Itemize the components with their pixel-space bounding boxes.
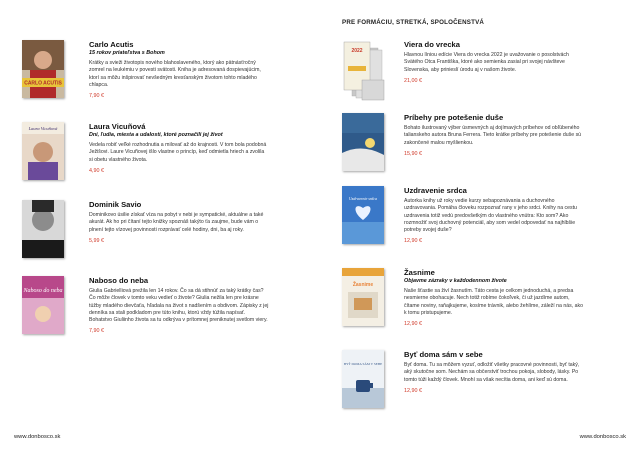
book-cover-dominik-savio[interactable] [22,200,64,258]
book-description: Autorka knihy už roky vedie kurzy sebapoznávania a duchovného uzdravovania. Pomáha človeku rozpoznať rany v jeho srdci. Knihy na cestu uzdravenia totiž vedú predovšetkým do vlastného vnútra: Kto som? Ako rozmnožiť svoj duchovný potenciál, aby som vedel odpovedať na najhlbšie potreby svojej duše? [404,198,577,234]
book-cover-carlo-acutis[interactable] [22,40,64,98]
book-price: 7,90 € [89,328,104,335]
book-title: Príbehy pre potešenie duše [404,113,504,122]
cover-text: CARLO ACUTIS [24,80,62,87]
book-cover-naboso-do-neba[interactable] [22,276,64,334]
book-price: 12,90 € [404,387,422,394]
book-description: Dominikovo úsilie získať víza na pobyt v nebi je sympatické, aktuálne a také akurát. Ak ho pri čítaní tejto knižky spoznáš takýto ťa zaujme, bude vám o plnení tejto vízovej povinnosti rozprávať celé hodiny, dni, ba aj roky. [89,212,264,233]
cover-text: Uzdravenie srdca [348,196,378,201]
book-description: Hlavnou líniou edície Viera do vrecka 2022 je uvažovanie o posolstvách Svätého Otca Františka, ktoré ako semienka zasial pri svojej návšteve Slovenska, aby prinieslí úrodu aj v našom živote. [404,52,569,73]
book-price: 12,90 € [404,321,422,328]
book-cover-byt-doma-sam-v-sebe[interactable] [342,350,384,408]
book-title: Dominik Savio [89,200,142,209]
book-title: Viera do vrecka [404,40,461,49]
book-price: 7,90 € [89,93,104,100]
book-cover-zasnime[interactable] [342,268,384,326]
book-title: Byť doma sám v sebe [404,350,483,359]
book-price: 15,90 € [404,150,422,157]
book-subtitle: Dni, ľudia, miesta a udalosti, ktoré poznačili jej život [89,132,223,138]
book-price: 4,90 € [89,167,104,174]
section-title: PRE FORMÁCIU, STRETKÁ, SPOLOČENSTVÁ [342,19,485,26]
book-subtitle: Objavme zázraky v každodennom živote [404,278,507,284]
book-description: Naše šťastie sa živí žasnutím. Táto cesta je celkom jednoduchá, a predsa nesmierne obohacuje. Nech totiž robíme čokoľvek, či už jazdíme autom, čítame noviny, raňajkujeme, kosíme trávnik, alebo žehlíme, záleží na nás, ako k tomu pristupujeme. [404,288,583,316]
book-title: Carlo Acutis [89,40,134,49]
book-title: Naboso do neba [89,276,149,285]
book-title: Laura Vicuñová [89,122,146,131]
footer-website[interactable]: www.donbosco.sk [579,434,626,440]
book-title: Uzdravenie srdca [404,186,467,195]
book-cover-pribehy-pre-potesenie-duse[interactable] [342,113,384,171]
book-price: 5,99 € [89,237,104,244]
book-description: Byť doma. Tu sa môžem vyzuť, odložiť všetky pracovné povinnosti, byť taký, aký skutočne som. Nechám sa občerstviť trochou pokoja, slobody, lásky. Po tomto túži každý človek. Mnohí sa však necítia doma, ani keď sú doma. [404,362,580,383]
cover-text: 2022 [351,48,363,54]
book-cover-uzdravenie-srdca[interactable] [342,186,384,244]
footer-website[interactable]: www.donbosco.sk [14,434,61,440]
cover-text: Naboso do neba [23,288,63,294]
book-subtitle: 15 rokov priateľstva s Bohom [89,50,165,56]
book-cover-viera-do-vrecka[interactable] [342,40,386,102]
book-price: 21,00 € [404,77,422,84]
right-page [320,0,640,453]
book-price: 12,90 € [404,238,422,245]
book-description: Krátky a svieži životopis nového blahoslaveného, ktorý ako pätnásťročný zomrel na leukémiu v povesti svätosti. Kniha je adresovaná dospievajúcim, ktorí sa môžu inšpirovať nevšedným kresťanským životom tohto mladého chlapca. [89,60,261,88]
cover-text: BYŤ DOMA SÁM V SEBE [343,362,383,366]
cover-text: Žasnime [352,282,374,288]
book-description: Vedela robiť veľké rozhodnutia a milovať až do krajnosti. V tom bola podobná Ježišovi. Laure Vicuñovej išlo vlastne o princíp, keď odmietla hriech a zvolila si obetu vlastného života. [89,142,267,163]
book-title: Žasnime [404,268,435,277]
cover-text: Laura Vicuñová [28,126,58,131]
book-cover-laura-vicunova[interactable] [22,122,64,180]
book-description: Bohato ilustrovaný výber úsmevných aj dojímavých príbehov od obľúbeného talianskeho autora Bruna Ferrera. Tieto krátke príbehy pre potešenie duše sú zakončené malou myšlienkou. [404,125,582,146]
book-description: Giulia Gabrielliová prežila len 14 rokov. Čo sa dá stihnúť za taký krátky čas? Čo môže človek v tomto veku vedieť o živote? Giulia nežila len pre krásne túžby mladého dievčaťa, hľadala na život s nadšením a obdivom. Zápisky z jej denníka sa stali podkladom pre túto knihu, ktorú vždy túžila napísať. Bohatstvo Giuliinho života sa tu odkrýva v prítomnej preniknutej svetlom viery. [89,288,269,324]
